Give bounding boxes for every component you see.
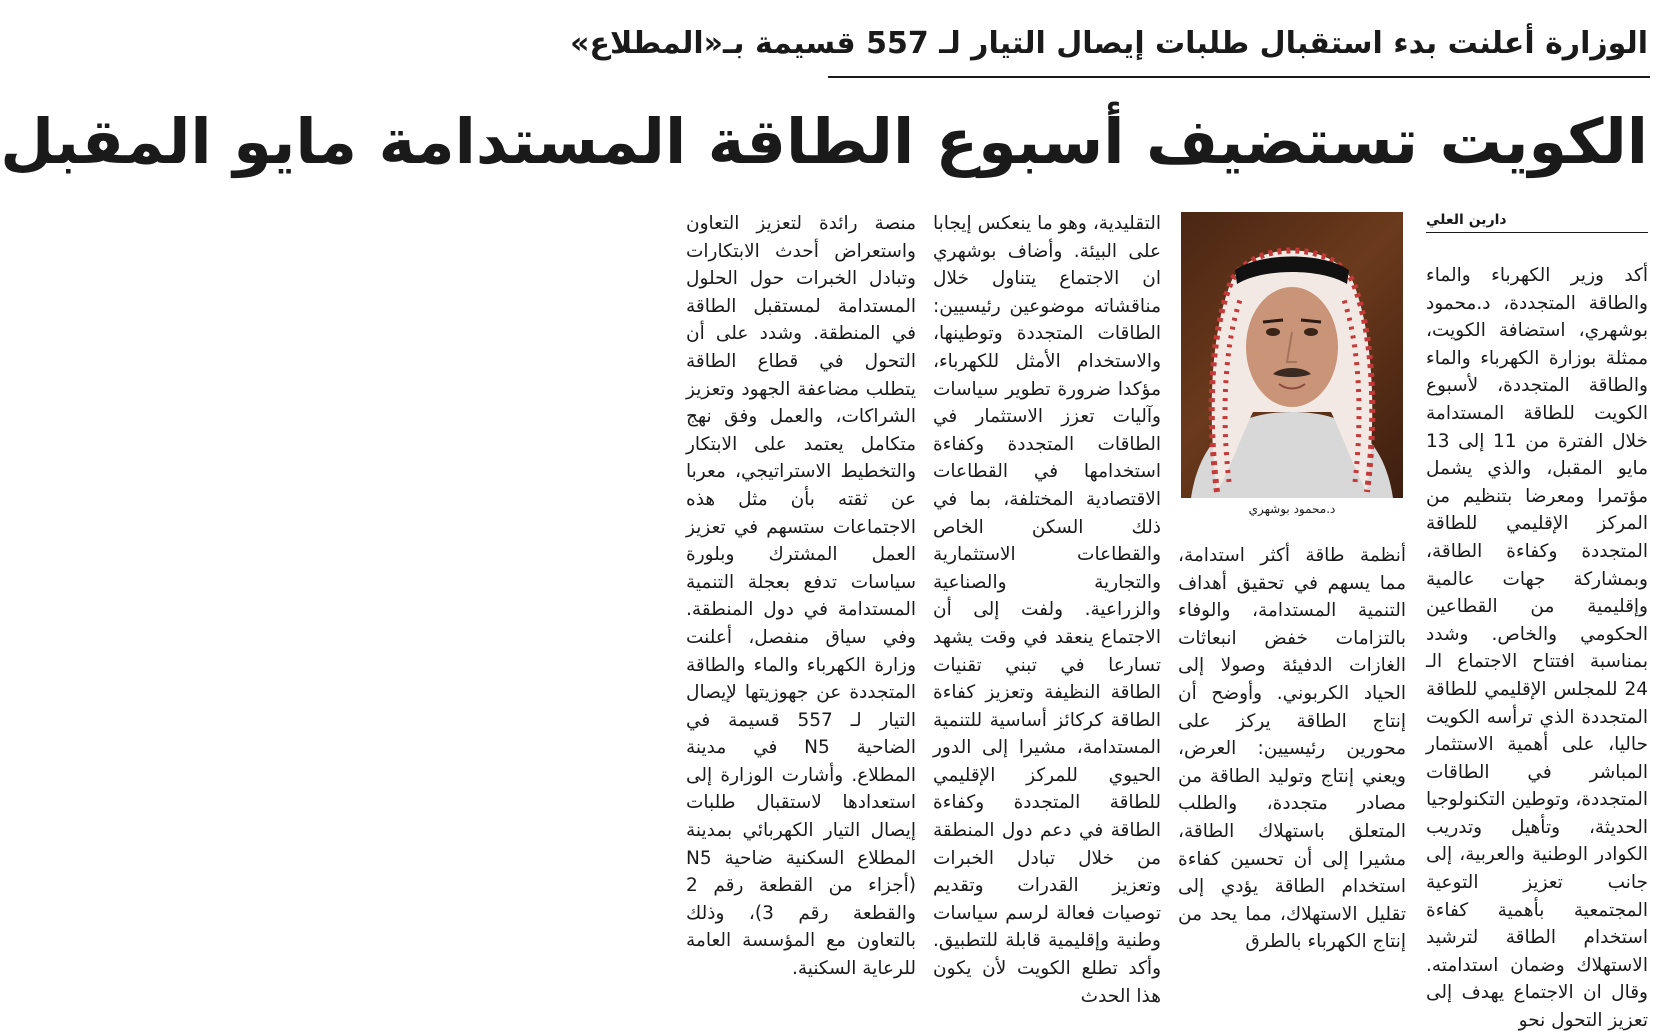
article-column-1 (1426, 262, 1648, 1032)
portrait-photo (1181, 212, 1403, 498)
article-column-4 (686, 210, 916, 980)
article-column-2 (1178, 542, 1406, 953)
article-kicker: الوزارة أعلنت بدء استقبال طلبات إيصال التيار لـ 557 قسيمة بـ«المطلاع» (570, 26, 1648, 61)
column-3-text: التقليدية، وهو ما ينعكس إيجابا على البيئة. وأضاف بوشهري ان الاجتماع يتناول خلال مناقشاته موضوعين رئيسيين: الطاقات المتجددة وتوطينها، والاستخدام الأمثل للكهرباء، مؤكدا ضرورة تطوير سياسات وآليات تعزز الاستثمار في الطاقات المتجددة وكفاءة استخدامها في القطاعات الاقتصادية المختلفة، بما في ذلك السكن الخاص والقطاعات الاستثمارية والتجارية والصناعية والزراعية. ولفت إلى أن الاجتماع ينعقد في وقت يشهد تسارعا في تبني تقنيات الطاقة النظيفة وتعزيز كفاءة الطاقة كركائز أساسية للتنمية المستدامة، مشيرا إلى الدور الحيوي للمركز الإقليمي للطاقة المتجددة وكفاءة الطاقة في دعم دول المنطقة من خلال تبادل الخبرات وتعزيز القدرات وتقديم توصيات فعالة لرسم سياسات وطنية وإقليمية قابلة للتطبيق. وأكد تطلع الكويت لأن يكون هذا الحدث (933, 213, 1161, 1007)
photo-caption: د.محمود بوشهري (1248, 502, 1336, 516)
byline: دارين العلي (1426, 212, 1648, 233)
portrait-illustration (1181, 212, 1403, 498)
article-column-3 (933, 210, 1161, 1007)
article-headline: الكويت تستضيف أسبوع الطاقة المستدامة مايو المقبل (0, 105, 1648, 178)
kicker-rule (828, 76, 1650, 78)
column-1-text: أكد وزير الكهرباء والماء والطاقة المتجددة، د.محمود بوشهري، استضافة الكويت، ممثلة بوزارة الكهرباء والماء والطاقة المتجددة، لأسبوع الكويت للطاقة المستدامة خلال الفترة من 11 إلى 13 مايو المقبل، والذي يشمل مؤتمرا ومعرضا بتنظيم من المركز الإقليمي للطاقة المتجددة وكفاءة الطاقة، وبمشاركة جهات عالمية وإقليمية من القطاعين الحكومي والخاص. وشدد بمناسبة افتتاح الاجتماع الـ 24 للمجلس الإقليمي للطاقة المتجددة الذي ترأسه الكويت حاليا، على أهمية الاستثمار المباشر في الطاقات المتجددة، وتوطين التكنولوجيا الحديثة، وتأهيل وتدريب الكوادر الوطنية والعربية، إلى جانب تعزيز التوعية المجتمعية بأهمية كفاءة استخدام الطاقة لترشيد الاستهلاك وضمان استدامته. وقال ان الاجتماع يهدف إلى تعزيز التحول نحو (1426, 265, 1648, 1032)
column-4-text: منصة رائدة لتعزيز التعاون واستعراض أحدث الابتكارات وتبادل الخبرات حول الحلول المستدامة لمستقبل الطاقة في المنطقة. وشدد على أن التحول في قطاع الطاقة يتطلب مضاعفة الجهود وتعزيز الشراكات، والعمل وفق نهج متكامل يعتمد على الابتكار والتخطيط الاستراتيجي، معربا عن ثقته بأن مثل هذه الاجتماعات ستسهم في تعزيز العمل المشترك وبلورة سياسات تدفع بعجلة التنمية المستدامة في دول المنطقة. وفي سياق منفصل، أعلنت وزارة الكهرباء والماء والطاقة المتجددة عن جهوزيتها لإيصال التيار لـ 557 قسيمة في الضاحية N5 في مدينة المطلاع. وأشارت الوزارة إلى استعدادها لاستقبال طلبات إيصال التيار الكهربائي بمدينة المطلاع السكنية ضاحية N5 (أجزاء من القطعة رقم 2 والقطعة رقم 3)، وذلك بالتعاون مع المؤسسة العامة للرعاية السكنية. (686, 213, 916, 980)
column-2-text: أنظمة طاقة أكثر استدامة، مما يسهم في تحقيق أهداف التنمية المستدامة، والوفاء بالتزامات خفض انبعاثات الغازات الدفيئة وصولا إلى الحياد الكربوني. وأوضح أن إنتاج الطاقة يركز على محورين رئيسيين: العرض، ويعني إنتاج وتوليد الطاقة من مصادر متجددة، والطلب المتعلق باستهلاك الطاقة، مشيرا إلى أن تحسين كفاءة استخدام الطاقة يؤدي إلى تقليل الاستهلاك، مما يحد من إنتاج الكهرباء بالطرق (1178, 545, 1406, 953)
